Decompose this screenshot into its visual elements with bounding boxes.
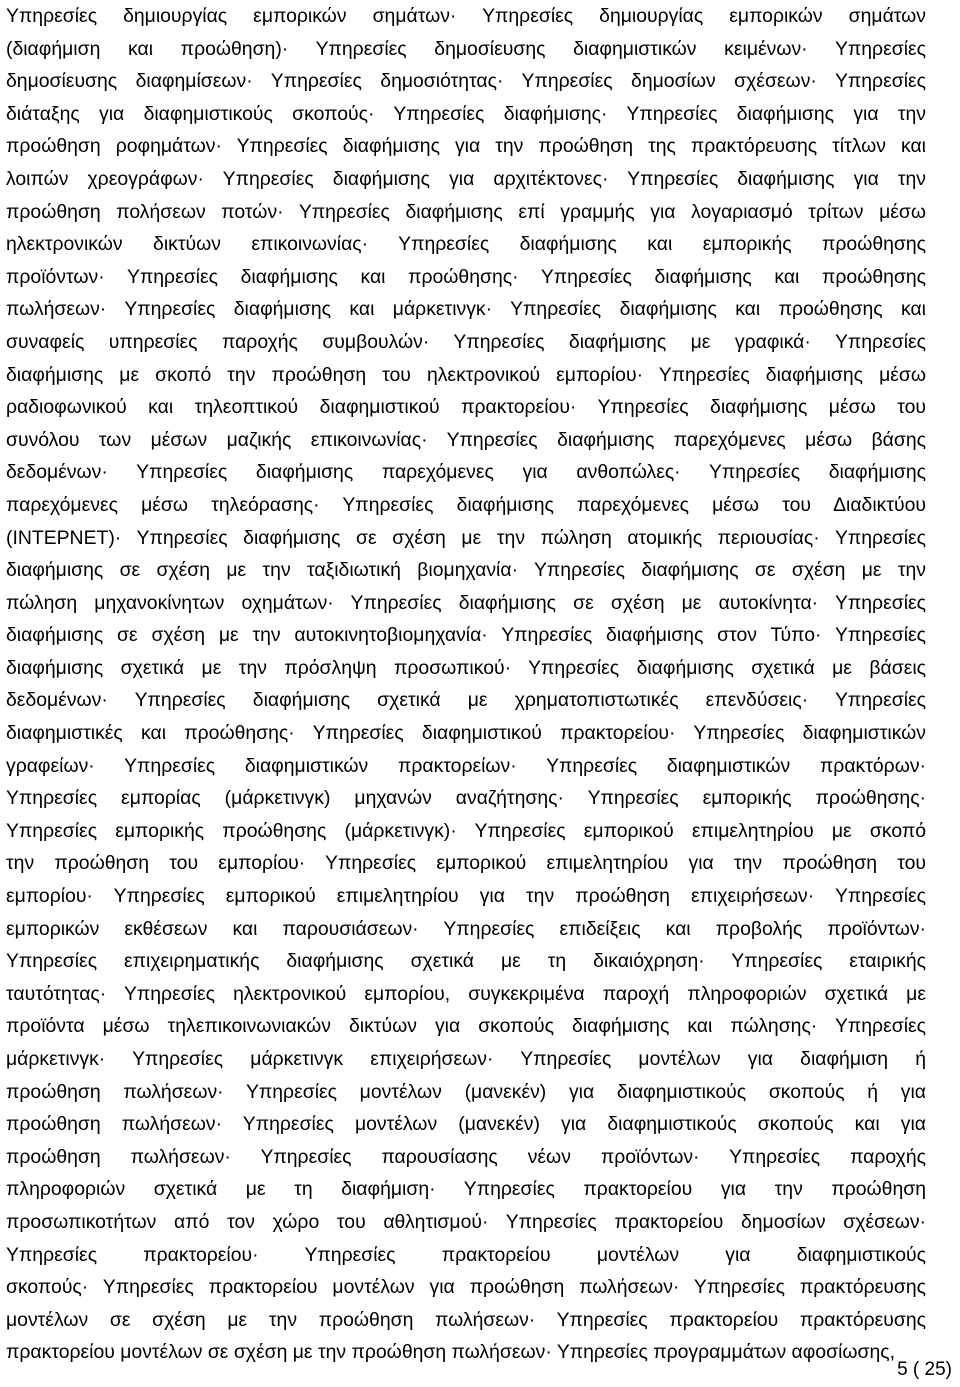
text-line: πώληση μηχανοκίνητων οχημάτων· Υπηρεσίες διαφήμισης σε σχέση με αυτοκίνητα· Υπηρεσίες bbox=[6, 591, 926, 614]
text-line: παρεχόμενες μέσω τηλεόρασης· Υπηρεσίες διαφήμισης παρεχόμενες μέσω του Διαδικτύου bbox=[6, 493, 926, 516]
text-line: εμπορίου· Υπηρεσίες εμπορικού επιμελητηρίου για την προώθηση επιχειρήσεων· Υπηρεσίες bbox=[6, 885, 926, 908]
text-line: εμπορικών εκθέσεων και παρουσιάσεων· Υπηρεσίες επιδείξεις και προβολής προϊόντων· bbox=[6, 917, 926, 940]
text-line: πρακτορείου μοντέλων σε σχέση με την προώθηση πωλήσεων· Υπηρεσίες προγραμμάτων αφοσίωσης, bbox=[6, 1341, 895, 1364]
page-number: 5 ( 25) bbox=[897, 1359, 952, 1380]
text-line: διάταξης για διαφημιστικούς σκοπούς· Υπηρεσίες διαφήμισης· Υπηρεσίες διαφήμισης για την bbox=[6, 102, 926, 125]
text-line: Υπηρεσίες εμπορικής προώθησης (μάρκετινγκ)· Υπηρεσίες εμπορικού επιμελητηρίου με σκοπό bbox=[6, 819, 926, 842]
text-line: συνόλου των μέσων μαζικής επικοινωνίας· Υπηρεσίες διαφήμισης παρεχόμενες μέσω βάσης bbox=[6, 428, 926, 451]
text-line: προσωπικοτήτων από τον χώρο του αθλητισμού· Υπηρεσίες πρακτορείου δημοσίων σχέσεων· bbox=[6, 1210, 926, 1233]
text-line: μοντέλων σε σχέση με την προώθηση πωλήσεων· Υπηρεσίες πρακτορείου πρακτόρευσης bbox=[6, 1308, 926, 1331]
text-line: ηλεκτρονικών δικτύων επικοινωνίας· Υπηρεσίες διαφήμισης και εμπορικής προώθησης bbox=[6, 233, 926, 256]
text-line: συναφείς υπηρεσίες παροχής συμβουλών· Υπηρεσίες διαφήμισης με γραφικά· Υπηρεσίες bbox=[6, 330, 926, 353]
text-line: προϊόντα μέσω τηλεπικοινωνιακών δικτύων για σκοπούς διαφήμισης και πώλησης· Υπηρεσίες bbox=[6, 1015, 926, 1038]
text-line: προώθηση πωλήσεων· Υπηρεσίες παρουσίασης νέων προϊόντων· Υπηρεσίες παροχής bbox=[6, 1145, 926, 1168]
text-line: δεδομένων· Υπηρεσίες διαφήμισης παρεχόμενες για ανθοπώλες· Υπηρεσίες διαφήμισης bbox=[6, 461, 926, 484]
text-line: γραφείων· Υπηρεσίες διαφημιστικών πρακτορείων· Υπηρεσίες διαφημιστικών πρακτόρων· bbox=[6, 754, 926, 777]
text-line: (ΙΝΤΕΡΝΕΤ)· Υπηρεσίες διαφήμισης σε σχέση με την πώληση ατομικής περιουσίας· Υπηρεσίες bbox=[6, 526, 926, 549]
text-line: διαφήμισης σχετικά με την πρόσληψη προσωπικού· Υπηρεσίες διαφήμισης σχετικά με βάσεις bbox=[6, 656, 926, 679]
text-line: προώθηση πωλήσεων· Υπηρεσίες μοντέλων (μανεκέν) για διαφημιστικούς σκοπούς ή για bbox=[6, 1080, 926, 1103]
text-line: Υπηρεσίες δημιουργίας εμπορικών σημάτων· Υπηρεσίες δημιουργίας εμπορικών σημάτων bbox=[6, 5, 926, 27]
text-line: Υπηρεσίες εμπορίας (μάρκετινγκ) μηχανών αναζήτησης· Υπηρεσίες εμπορικής προώθησης· bbox=[6, 787, 926, 810]
text-line: διαφήμισης σε σχέση με την αυτοκινητοβιομηχανία· Υπηρεσίες διαφήμισης στον Τύπο· Υπηρεσίες bbox=[6, 624, 926, 647]
text-line: πωλήσεων· Υπηρεσίες διαφήμισης και μάρκετινγκ· Υπηρεσίες διαφήμισης και προώθησης και bbox=[6, 298, 926, 321]
text-line: διαφημιστικές και προώθησης· Υπηρεσίες διαφημιστικού πρακτορείου· Υπηρεσίες διαφημιστικών bbox=[6, 722, 926, 745]
text-line: διαφήμισης σε σχέση με την ταξιδιωτική βιομηχανία· Υπηρεσίες διαφήμισης σε σχέση με την bbox=[6, 559, 926, 582]
text-line: πληροφοριών σχετικά με τη διαφήμιση· Υπηρεσίες πρακτορείου για την προώθηση bbox=[6, 1178, 926, 1201]
text-line: δημοσίευσης διαφημίσεων· Υπηρεσίες δημοσιότητας· Υπηρεσίες δημοσίων σχέσεων· Υπηρεσίες bbox=[6, 70, 926, 93]
text-line: προώθηση πολήσεων ποτών· Υπηρεσίες διαφήμισης επί γραμμής για λογαριασμό τρίτων μέσω bbox=[6, 200, 926, 223]
text-line: την προώθηση του εμπορίου· Υπηρεσίες εμπορικού επιμελητηρίου για την προώθηση του bbox=[6, 852, 926, 875]
text-line: σκοπούς· Υπηρεσίες πρακτορείου μοντέλων για προώθηση πωλήσεων· Υπηρεσίες πρακτόρευσης bbox=[6, 1276, 926, 1299]
text-line: Υπηρεσίες επιχειρηματικής διαφήμισης σχετικά με τη δικαιόχρηση· Υπηρεσίες εταιρικής bbox=[6, 950, 926, 973]
body-text bbox=[6, 0, 926, 1369]
text-line: διαφήμισης με σκοπό την προώθηση του ηλεκτρονικού εμπορίου· Υπηρεσίες διαφήμισης μέσω bbox=[6, 363, 926, 386]
text-line: Υπηρεσίες πρακτορείου· Υπηρεσίες πρακτορείου μοντέλων για διαφημιστικούς bbox=[6, 1243, 926, 1266]
text-line: δεδομένων· Υπηρεσίες διαφήμισης σχετικά με χρηματοπιστωτικές επενδύσεις· Υπηρεσίες bbox=[6, 689, 926, 712]
text-line: ταυτότητας· Υπηρεσίες ηλεκτρονικού εμπορίου, συγκεκριμένα παροχή πληροφοριών σχετικά με bbox=[6, 982, 926, 1005]
text-line: (διαφήμιση και προώθηση)· Υπηρεσίες δημοσίευσης διαφημιστικών κειμένων· Υπηρεσίες bbox=[6, 37, 926, 60]
text-line: προώθηση ροφημάτων· Υπηρεσίες διαφήμισης για την προώθηση της πρακτόρευσης τίτλων και bbox=[6, 135, 926, 158]
text-line: λοιπών χρεογράφων· Υπηρεσίες διαφήμισης για αρχιτέκτονες· Υπηρεσίες διαφήμισης για την bbox=[6, 167, 926, 190]
text-line: προϊόντων· Υπηρεσίες διαφήμισης και προώθησης· Υπηρεσίες διαφήμισης και προώθησης bbox=[6, 265, 926, 288]
text-line: μάρκετινγκ· Υπηρεσίες μάρκετινγκ επιχειρήσεων· Υπηρεσίες μοντέλων για διαφήμιση ή bbox=[6, 1048, 926, 1070]
text-line: ραδιοφωνικού και τηλεοπτικού διαφημιστικού πρακτορείου· Υπηρεσίες διαφήμισης μέσω του bbox=[6, 396, 926, 419]
text-line: προώθηση πωλήσεων· Υπηρεσίες μοντέλων (μανεκέν) για διαφημιστικούς σκοπούς και για bbox=[6, 1113, 926, 1136]
